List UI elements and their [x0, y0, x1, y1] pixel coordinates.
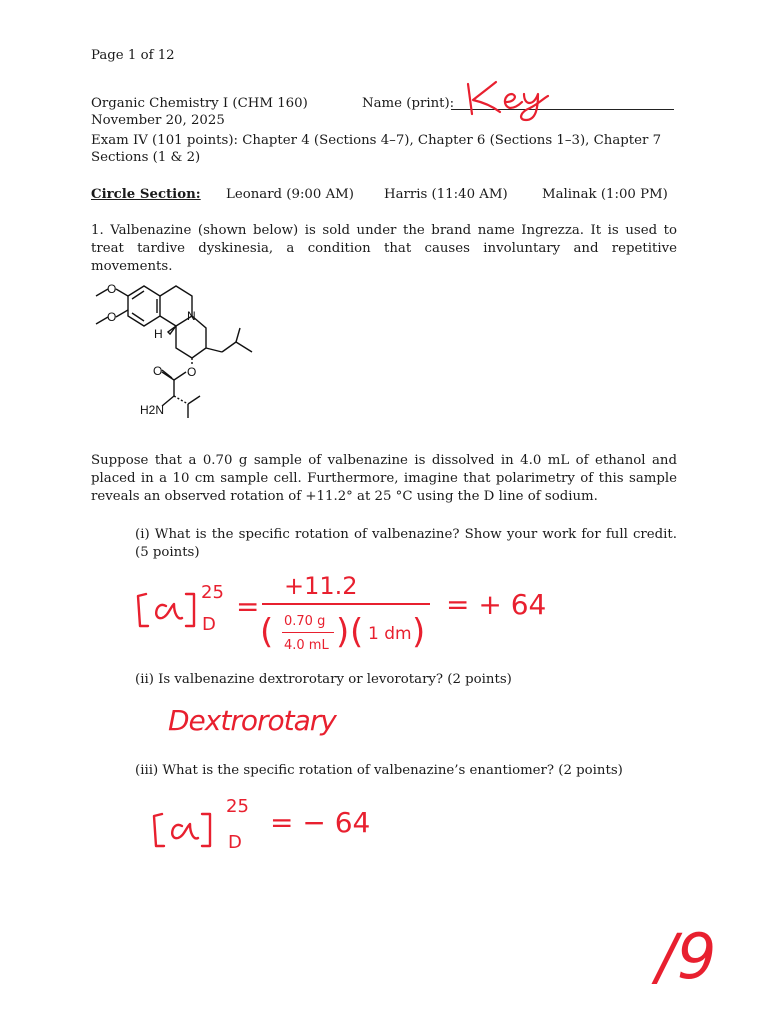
specific-rotation-symbol-iii [148, 806, 228, 866]
temperature-superscript-i: 25 [201, 582, 224, 603]
ring-nitrogen: N [187, 309, 196, 323]
temperature-superscript-iii: 25 [226, 796, 249, 817]
sodium-line-subscript-i: D [202, 614, 216, 635]
section-option-harris[interactable]: Harris (11:40 AM) [384, 187, 508, 202]
path-length: 1 dm [368, 624, 412, 644]
carbonyl-oxygen: O [153, 364, 163, 378]
question-part-iii: (iii) What is the specific rotation of valbenazine’s enantiomer? (2 points) [135, 763, 623, 778]
equals-sign-i: = [236, 590, 260, 623]
stereo-hydrogen: H [154, 327, 163, 341]
exam-info-line2: Sections (1 & 2) [91, 150, 201, 165]
volume-denominator: 4.0 mL [284, 638, 329, 653]
concentration-bar [282, 632, 334, 633]
paren-close-1: ) [336, 612, 350, 652]
specific-rotation-result: = + 64 [446, 588, 547, 621]
observed-rotation-numerator: +11.2 [284, 572, 358, 600]
name-label: Name (print): [362, 96, 455, 111]
specific-rotation-symbol-i [132, 586, 212, 646]
circle-section-label: Circle Section: [91, 187, 201, 202]
amine-group: H2N [140, 403, 165, 417]
enantiomer-rotation-result: = − 64 [270, 806, 371, 839]
methoxy-oxygen-1: O [107, 282, 117, 296]
paren-open-2: ( [350, 612, 364, 652]
valbenazine-structure [88, 272, 268, 422]
fraction-bar [262, 603, 430, 605]
sodium-line-subscript-iii: D [228, 832, 242, 853]
course-title: Organic Chemistry I (CHM 160) [91, 96, 308, 111]
question-scenario: Suppose that a 0.70 g sample of valbenazine is dissolved in 4.0 mL of ethanol and placed in a 10 cm sample cell. Furthermore, imagine that polarimetry of this sample reveals an observed rotation of +11.2° at 25 °C using the D line of sodium. [91, 453, 677, 504]
paren-open-1: ( [260, 612, 274, 652]
question-intro: 1. Valbenazine (shown below) is sold under the brand name Ingrezza. It is used to treat tardive dyskinesia, a condition that causes involuntary and repetitive movements. [91, 223, 677, 274]
paren-close-2: ) [412, 612, 426, 652]
methoxy-oxygen-2: O [107, 310, 117, 324]
exam-date: November 20, 2025 [91, 113, 225, 128]
section-option-leonard[interactable]: Leonard (9:00 AM) [226, 187, 354, 202]
ester-oxygen: O [187, 365, 197, 379]
question-part-ii: (ii) Is valbenazine dextrorotary or levorotary? (2 points) [135, 672, 512, 687]
answer-dextrorotary: Dextrorotary [168, 704, 336, 737]
section-option-malinak[interactable]: Malinak (1:00 PM) [542, 187, 668, 202]
question-part-i: (i) What is the specific rotation of valbenazine? Show your work for full credit. (5 points) [135, 527, 677, 560]
mass-numerator: 0.70 g [284, 614, 326, 629]
exam-info-line1: Exam IV (101 points): Chapter 4 (Sections 4–7), Chapter 6 (Sections 1–3), Chapter 7 [91, 133, 662, 148]
score-mark: /9 [656, 920, 717, 993]
page-number: Page 1 of 12 [91, 48, 175, 63]
name-handwriting [462, 80, 572, 126]
